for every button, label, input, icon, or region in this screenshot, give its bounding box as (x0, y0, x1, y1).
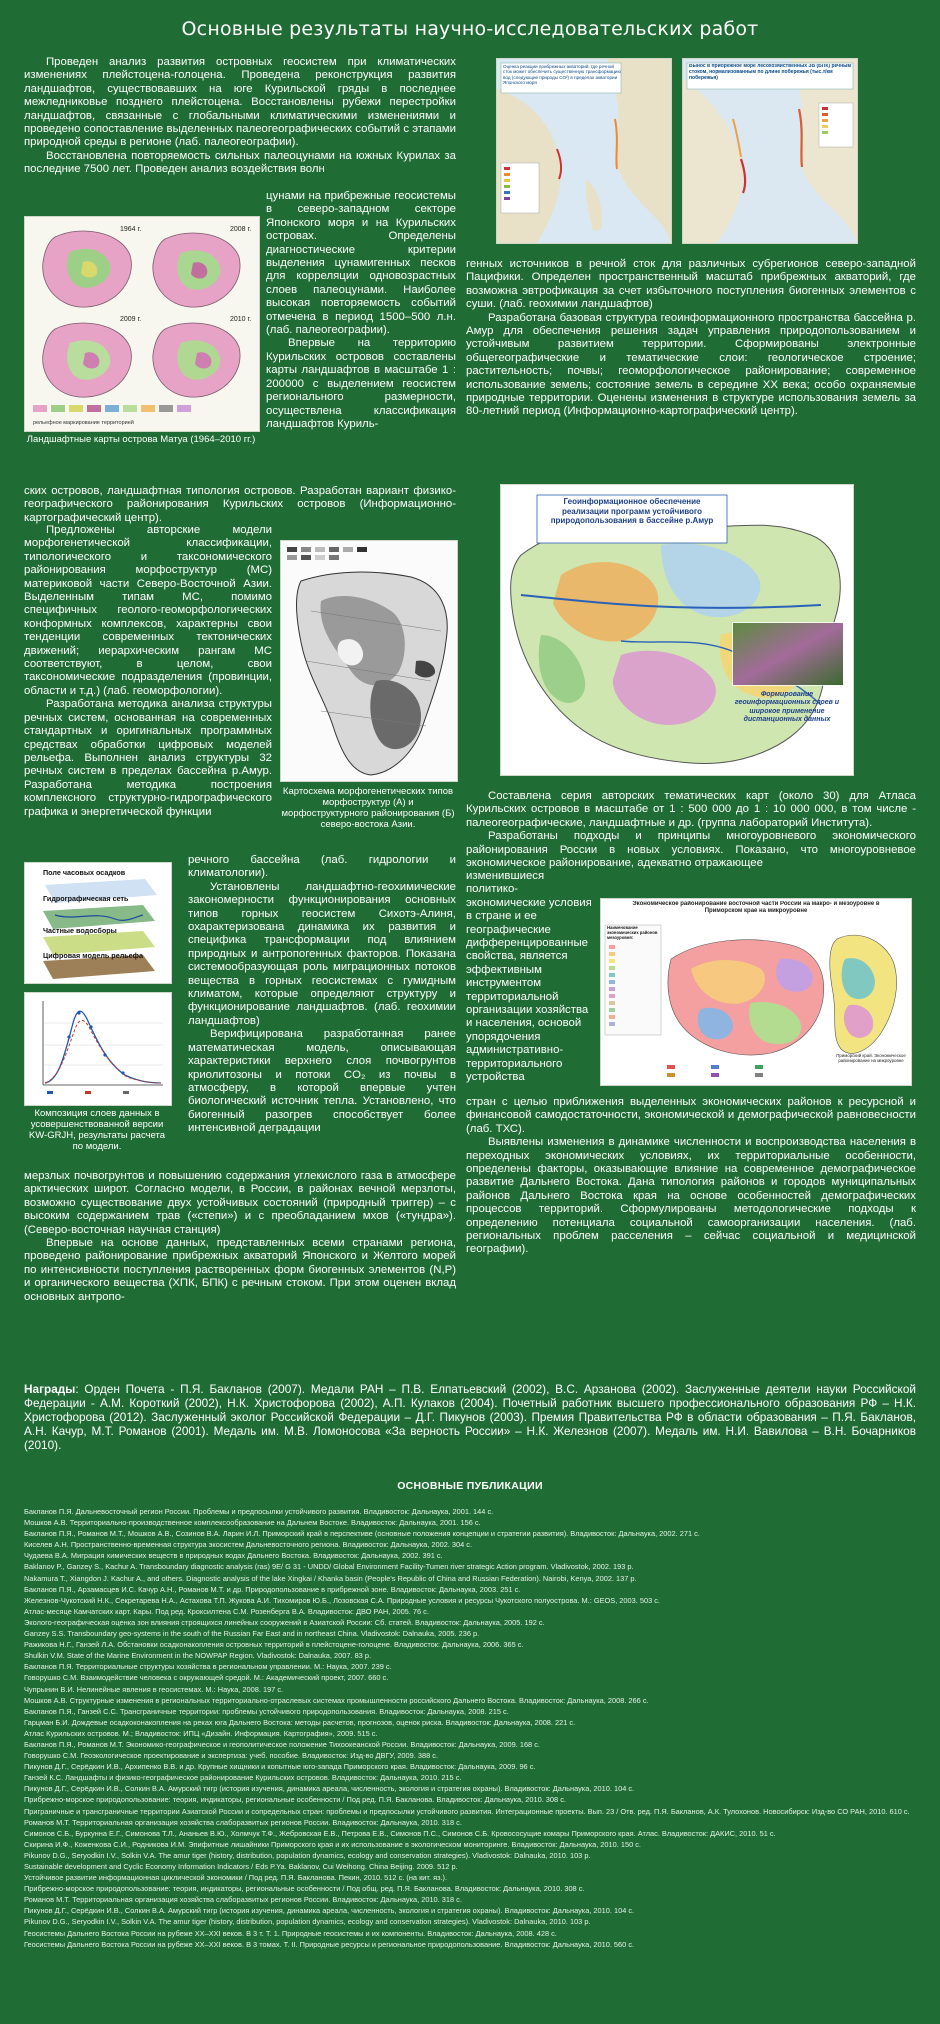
year-2008: 2008 г. (230, 226, 252, 233)
year-1964: 1964 г. (120, 226, 142, 233)
text-p2a: Восстановлена повторяемость сильных палеоцунами на южных Курилах за последние 7500 лет. Проведен анализ воздействия волн (24, 149, 456, 176)
text-p4: Предложены авторские модели морфогенетической классификации, типологического и таксономического районирования морфоструктур (МС) материковой части Северо-Восточной Азии. Выделенным типам МС, помимо специфичных геолого-геоморфологических конформных комплексов, характерны свои тенденции современных тектонических движений; иерархическим рангам МС соответствуют, в целом, свои таксономические подразделения (провинции, области и т.д.) (лаб. геоморфологии). (24, 524, 272, 697)
layers-figure (24, 862, 172, 984)
text-p3a: Впервые на территорию Курильских островов составлены карты ландшафтов в масштабе 1 : 200000 с выделением геосистем регионального размерности, осуществлена классификация ландшафтов Куриль- (266, 337, 456, 430)
publication-item: Бакланов П.Я. Дальневосточный регион России. Проблемы и предпосылки устойчивого развития. Владивосток: Дальнаука, 2001. 144 с. (24, 1507, 494, 1516)
publication-item: Sustainable development and Cyclic Economy Information Indicators / Eds P.Ya. Baklanov, Cui Weihong. China Beijing. 2009. 512 p. (24, 1862, 458, 1871)
publication-item: Приграничные и трансграничные территории Азиатской России и сопредельных стран: проблемы и предпосылки устойчивого развития. Интеграционные проекты. Вып. 23 / Отв. ред. П.Я. Бакланов, А.К. Тулохонов. Новосибирск: Изд-во СО РАН, 2010. 610 с. (24, 1806, 910, 1816)
publication-item: Pikunov D.G., Seryodkin I.V., Solkin V.A. The amur tiger (history, distribution, population dynamics, ecology and conservation strategies). Vladivostok: Dalnauka, 2010. 103 p. (24, 1850, 591, 1860)
publication-item: Говорушко С.М. Геоэкологическое проектирование и экспертиза: учеб. пособие. Владивосток: Изд-во ДВГУ, 2009. 388 с. (24, 1751, 438, 1761)
matua-maps-figure (24, 216, 260, 432)
text-p7b: мерзлых почвогрунтов и повышению содержания углекислого газа в атмосфере арктических широт. Согласно модели, в России, в районах вечной мерзлоты, возможно существование двух устойчивых состояний (природный триггер) – с высоким содержанием трав («степи») и с преобладанием мхов («тундра»). (Северо-восточная научная станция) (24, 1170, 456, 1236)
publication-item: Скирина И.Ф., Коженкова С.И., Родникова И.М. Эпифитные лишайники Приморского края и их использование в экологическом мониторинге. Владивосток: Дальнаука, 2010. 150 с. (24, 1839, 641, 1849)
econ-right-head: Приморский край. Экономическое районирование на микроуровне (836, 1053, 906, 1063)
text-p6: Установлены ландшафтно-геохимические закономерности функционирования основных типов горных геосистем Сихотэ-Алиня, охарактеризована динамика их развития и специфика трансформации под влиянием природных и антропогенных факторов. Показана системообразующая роль миграционных потоков вещества в горных геосистемах с гумидным климатом, которые определяют структуру и функционирование ландшафтов. (лаб. геохимии ландшафтов) (188, 880, 456, 1027)
text-p8b: генных источников в речной сток для различных субрегионов северо-западной Пацифики. Определен пространственный масштаб прибрежных акваторий, где возможна эвтрофикация за счет избыточного поступления биогенных элементов с суши. (лаб. геохимии ландшафтов) (466, 258, 916, 311)
publication-item: Baklanov P., Ganzey S., Kachur A. Transboundary diagnostic analysis (ras) 9E/ G 31 - UNDD/ Global Environment Facility-Tumen river strategic Action program. Vladivostok, 2002. 193 p. (24, 1562, 634, 1572)
paragraph-paleo (24, 56, 456, 177)
matua-caption: Ландшафтные карты острова Матуа (1964–2010 гг.) (26, 434, 256, 445)
publication-item: Бакланов П.Я., Арзамасцев И.С. Качур А.Н., Романов М.Т. и др. Природопользование в прибрежной зоне. Владивосток: Дальнаука, 2003. 251 с. (24, 1584, 521, 1594)
layer-label-dem: Цифровая модель рельефа (43, 951, 143, 960)
text-p8: Впервые на основе данных, представленных всеми странами региона, проведено районирование прибрежных акваторий Японского и Желтого морей по интенсивности поступления растворенных форм биогенных элементов (N,P) и органического вещества (ХПК, БПК) с речным стоком. При этом оценен вклад основных антропо- (24, 1237, 456, 1303)
paragraph-tsunami (266, 190, 456, 431)
awards-text: : Орден Почета - П.Я. Бакланов (2007). Медали РАН – П.В. Елпатьевский (2002), В.С. Арзанова (2002). Заслуженные деятели науки Российской Федерации - А.М. Короткий (2002), Н.К. Христофорова (2002), А.П. Кулаков (2004). Почетный работник высшего профессионального образования РФ – Н.К. Христофорова (2012). Заслуженный эколог Российской Федерации – Д.Г. Пикунов (2003). Премия Правительства РФ в области образования – П.Я. Бакланов, А.Н. Качур, М.Т. Романов (2001). Медаль им. М.В. Ломоносова «За верность России» – Н.К. Железнов (2007). Медаль им. Н.И. Вавилова – В.Н. Бочарников (2010). (24, 1382, 916, 1452)
text-p11b: изменившиеся политико-экономические условия в стране и ее географические дифференцированные свойства, является эффективным инструментом территориальной организации хозяйства и населения, основой упорядочения административно-территориального устройства (466, 870, 592, 1084)
publication-item: Ganzey S.S. Transboundary geo-systems in the south of the Russian Far East and in northeast China. Vladivostok: Dalnauka, 2005. 236 p. (24, 1629, 480, 1639)
hydrograph-caption: Композиция слоев данных в усовершенствованной версии KW-GRJH, результаты расчета по модели. (28, 1108, 166, 1152)
econ-map-figure (600, 898, 912, 1086)
sea-map-left (496, 58, 672, 244)
layer-label-precip: Поле часовых осадков (43, 868, 126, 877)
publication-item: Shulkin V.M. State of the Marine Environment in the NOWPAP Region. Vladivostok: Dalnauka, 2007. 83 p. (24, 1651, 372, 1661)
publications-title: ОСНОВНЫЕ ПУБЛИКАЦИИ (397, 1480, 543, 1492)
publication-item: Киселев А.Н. Пространственно-временная структура экосистем Дальневосточного региона. Владивосток: Дальнаука, 2002. 304 с. (24, 1540, 473, 1550)
morpho-caption: Картосхема морфогенетических типов морфоструктур (А) и морфоструктурного районирования (Б) северо-востока Азии. (281, 786, 455, 830)
publication-item: Атлас-месяце Камчатских карт. Кары. Под ред. Кроксилтена С.М. Розенберга В.А. Владивосток: ДВО РАН, 2005. 76 с. (24, 1606, 429, 1616)
publication-item: Чудаева В.А. Миграция химических веществ в природных водах Дальнего Востока. Владивосток: Дальнаука, 2002. 391 с. (24, 1551, 443, 1561)
layer-label-hydro: Гидрографическая сеть (43, 894, 129, 903)
paragraph-morpho (24, 524, 272, 819)
publication-item: Прибрежно-морское природопользование: теория, индикаторы, региональные особенности / Под ред. П.Я. Бакланова. Владивосток: Дальнаука, 2010. 308 с. (24, 1795, 566, 1805)
sea-map-right-legend (819, 103, 853, 147)
text-p10: Составлена серия авторских тематических карт (около 30) для Атласа Курильских островов в масштабе от 1 : 500 000 до 1 : 10 000 000, в том числе - палеогеографические, ландшафтные и др. (группа лабораторий Института). (466, 790, 916, 829)
publication-item: Романов М.Т. Территориальная организация хозяйства слаборазвитых регионов России. Владивосток: Дальнаука, 2010. 318 с. (24, 1895, 462, 1905)
paragraph-econ-narrow (466, 870, 596, 1085)
publication-item: Пикунов Д.Г., Серёдкин И.В., Солкин В.А. Амурский тигр (история изучения, динамика ареала, численность, экология и стратегия охраны). Владивосток: Дальнаука, 2010. 104 с. (24, 1906, 635, 1916)
amur-gis-figure (500, 484, 854, 776)
publication-item: Прибрежно-морское природопользование: теория, индикаторы, региональные особенности / Под общ. ред. П.Я. Бакланова. Владивосток: Дальнаука, 2010. 308 с. (24, 1884, 585, 1894)
text-p1: Проведен анализ развития островных геосистем при климатических изменениях плейстоцена-голоцена. Проведена реконструкция развития ландшафтов, существовавших на юге Курильской гряды в последнее межледниковье позднего плейстоцена. Восстановлены рубежи перестройки ландшафтов, связанные с глобальными климатическими изменениями и проведено сопоставление выделенных палеогеографических событий с этапами природной среды в регионе (лаб. палеогеографии). (24, 56, 456, 149)
sea-map-right-title: Вынос в прибрежное море лесохозяйственных ЗВ (БПК) речным стоком, нормализованным по длине побережья (тыс.т/км побережья) (689, 64, 852, 81)
year-2010: 2010 г. (230, 316, 252, 323)
morpho-map-figure (280, 540, 458, 782)
layer-label-basins: Частные водосборы (43, 926, 117, 935)
publication-item: Железнов-Чукотский Н.К., Секретарева Н.А., Астахова Т.П. Жукова А.И. Тихомиров Ю.Б., Лозовская С.А. Природные условия и ресурсы Чукотского полуострова. М.: GEOS, 2003. 503 с. (24, 1595, 660, 1605)
text-p3b: ских островов, ландшафтная типология островов. Разработан вариант физико-географического районирования Курильских островов (Информационно-картографический центр). (24, 485, 456, 524)
publication-item: Бакланов П.Я. Территориальные структуры хозяйства в региональном управлении. М.: Наука, 2007. 239 с. (24, 1662, 392, 1672)
text-p11a: Разработаны подходы и принципы многоуровневого экономического районирования России в новых условиях. Показано, что многоуровневое экономическое районирование, адекватно отражающее (466, 830, 916, 870)
publication-item: Гарцман Б.И. Дождевые осадкоконакопления на реках юга Дальнего Востока: методы расчетов, прогнозов, оценок риска. Владивосток: Дальнаука, 2008. 221 с. (24, 1717, 576, 1727)
publication-item: Ражикова Н.Г., Ганзей Л.А. Обстановки осадконакопления островных территорий в плейстоцене-голоцене. Владивосток: Дальнаука, 2006. 365 с. (24, 1640, 524, 1650)
paragraph-kuril (24, 485, 456, 525)
text-p5b: речного бассейна (лаб. гидрологии и климатологии). (188, 854, 456, 880)
text-p5a: Разработана методика анализа структуры речных систем, основанная на современных стандартных и оригинальных программных средствах обработки цифровых моделей рельефа. Выполнен анализ структуры 32 речных систем в пределах бассейна р.Амур. Разработана методика построения комплексного структурно-гидрографического графика и энергетической функции (24, 698, 272, 818)
publication-item: Пикунов Д.Г., Серёдкин И.В., Архипенко В.В. и др. Крупные хищники и копытные юго-запада Приморского края. Владивосток: Дальнаука, 2009. 96 с. (24, 1762, 536, 1772)
amur-subtitle: Формирование геоинформационных слоев и широкое применение дистанционных данных (734, 691, 840, 724)
publication-item: Бакланов П.Я., Романов М.Т., Мошков А.В., Созинов В.А. Ларин И.Л. Приморский край в перспективе (основные положения концепции и стратегии развития). Владивосток: Дальнаука, 2002. 271 с. (24, 1529, 700, 1539)
econ-legend-head: Наименование экономических районов мезоуровня: (607, 926, 658, 940)
sea-map-left-title: Оценка реакции прибрежных акваторий, где речной сток может обеспечить существенную трансформацию вод (следующие природы СО²) в пределах акватории Японского моря (503, 64, 621, 86)
publication-item: Геосистемы Дальнего Востока России на рубеже XX–XXI веков. В 3 т. Т. 1. Природные геосистемы и их компоненты. Владивосток: Дальнаука, 2008. 428 с. (24, 1928, 557, 1938)
paragraph-permafrost (24, 1170, 456, 1304)
publication-item: Симонов С.Б., Буркунна Е.Г., Симонова Т.Л., Ананьев В.Ю., Холмчук Т.Ф., Жебровская Е.В., Петрова Е.В., Симонов П.С., Симонов С.Б. Кровососущие комары Приморского края. Атлас. Владивосток: ДАКИС, 2010. 51 с. (24, 1828, 776, 1838)
publication-item: Эколого-географическая оценка зон влияния строящихся линейных сооружений в Азиатской России: Сб. статей. Владивосток: Дальнаука, 2005. 192 с. (24, 1617, 545, 1627)
text-p9: Разработана базовая структура геоинформационного пространства бассейна р. Амур для обеспечения решения задач управления природопользованием и устойчивым развитием территории. Сформированы электронные общегеографические и тематические слои: геологическое строение; растительность; почвы; геоморфологическое районирование; современное использование земель; состояние земель в середине XX века; особо охраняемые природные территории. Оценены изменения в структуре использования земель за 80-летний период (Информационно-картографический центр). (466, 311, 916, 418)
publication-item: Бакланов П.Я., Романов М.Т. Экономико-географическое и геополитическое положение Тихоокеанской России. Владивосток: Дальнаука, 2009. 168 с. (24, 1739, 540, 1749)
amur-title: Геоинформационное обеспечение реализации программ устойчивого природопользования в бассейне р.Амур (550, 497, 714, 525)
year-2009: 2009 г. (120, 316, 142, 323)
publication-item: Пикунов Д.Г., Серёдкин И.В., Солкин В.А. Амурский тигр (история изучения, динамика ареала, численность, экология и стратегия охраны). Владивосток: Дальнаука, 2010. 104 с. (24, 1784, 635, 1794)
sea-map-left-legend (501, 163, 539, 213)
econ-title: Экономическое районирование восточной части России на макро- и мезоуровне в Приморском крае на микроуровне (632, 901, 880, 914)
paragraph-geochem (188, 854, 456, 1136)
paragraph-sea (466, 258, 916, 419)
publication-item: Геосистемы Дальнего Востока России на рубеже XX–XXI веков. В 3 томах. Т. II. Природные ресурсы и региональное природопользование. Владивосток: Дальнаука, 2010. 560 с. (24, 1939, 635, 1949)
publication-item: Мошков А.В. Территориально-производственное комплексообразование на Дальнем Востоке. Владивосток: Дальнаука, 2001. 156 с. (24, 1518, 481, 1528)
publication-item: Nakamura T., Xiangdon J. Kachur A., and others. Diagnostic analysis of the lake Xingkai / Khanka basin (People's Republic of China and Russian Federation). Nairobi, Kenya, 2002. 137 p. (24, 1573, 637, 1583)
text-p2b: цунами на прибрежные геосистемы в северо-западном секторе Японского моря и на Курильских островах. Определены диагностические критерии выделения цунамигенных песков для корреляции одновозрастных слоев палеоцунами. Наиболее высокая повторяемость событий отмечена в период 1500–500 л.н. (лаб. палеогеографии). (266, 190, 456, 337)
publication-item: Чупрынин В.И. Нелинейные явления в геосистемах. М.: Наука, 2008. 197 с. (24, 1684, 284, 1694)
publications-list (24, 1506, 916, 1950)
matua-legend-text: рельефное маркирование территорией (33, 420, 134, 426)
page-title: Основные результаты научно-исследовательских работ (181, 18, 759, 40)
hydrograph-figure (24, 992, 172, 1106)
text-p11c: стран с целью приближения выделенных экономических районов к ресурсной и финансовой самодостаточности, экономической и демографической равновесности (лаб. ТХС). (466, 1096, 916, 1135)
publication-item: Атлас Курильских островов. М.; Владивосток: ИПЦ «Дизайн. Информация. Картография», 2009. 515 с. (24, 1728, 378, 1738)
publication-item: Ганзей К.С. Ландшафты и физико-географическое районирование Курильских островов. Владивосток: Дальнаука, 2010. 215 с. (24, 1773, 462, 1783)
awards-section (24, 1382, 916, 1452)
publication-item: Романов М.Т. Территориальная организация хозяйства слаборазвитых регионов России. Владивосток: Дальнаука, 2010. 318 с. (24, 1817, 462, 1827)
text-p7a: Верифицирована разработанная ранее математическая модель, описывающая характеристики верхнего слоя почвогрунтов криолитозоны и потоки CO₂ из почвы в атмосферу, в которой впервые учтен биологический источник тепла. Установлено, что биогенный разогрев способствует более интенсивной деградации (188, 1028, 456, 1135)
publication-item: Бакланов П.Я., Ганзей С.С. Трансграничные территории: проблемы устойчивого природопользования. Владивосток: Дальнаука, 2008. 215 с. (24, 1706, 509, 1716)
text-p12: Выявлены изменения в динамике численности и воспроизводства населения в переходных экономических условиях, их территориальные особенности, определены факторы, оказывающие влияние на современное демографическое развитие Дальнего Востока. Дана типология районов и городов муниципальных районов Дальнего Востока края на основе особенностей демографических процессов территорий. Сформулированы методологические подходы к определению потенциала социальной самоорганизации населения. (лаб. региональных проблем расселения – сейчас социальной и медицинской географии). (466, 1136, 916, 1256)
awards-label: Награды (24, 1382, 76, 1396)
paragraph-atlas (466, 790, 916, 870)
sea-map-right (682, 58, 858, 244)
publication-item: Устойчивое развитие информационная циклической экономики / Под ред. П.Я. Бакланова. Пекин, 2010. 512 с. (на кит. яз.). (24, 1873, 448, 1883)
publication-item: Говорушко С.М. Взаимодействие человека с окружающей средой. М.: Академический проект, 2007. 660 с. (24, 1673, 389, 1683)
publication-item: Мошков А.В. Структурные изменения в региональных территориально-отраслевых системах промышленности российского Дальнего Востока. Владивосток: Дальнаука, 2008. 266 с. (24, 1695, 649, 1705)
paragraph-demography (466, 1096, 916, 1257)
publication-item: Pikunov D.G., Seryodkin I.V., Solkin V.A. The amur tiger (history, distribution, population dynamics, ecology and conservation strategies). Vladivostok: Dalnauka, 2010. 103 p. (24, 1917, 591, 1927)
